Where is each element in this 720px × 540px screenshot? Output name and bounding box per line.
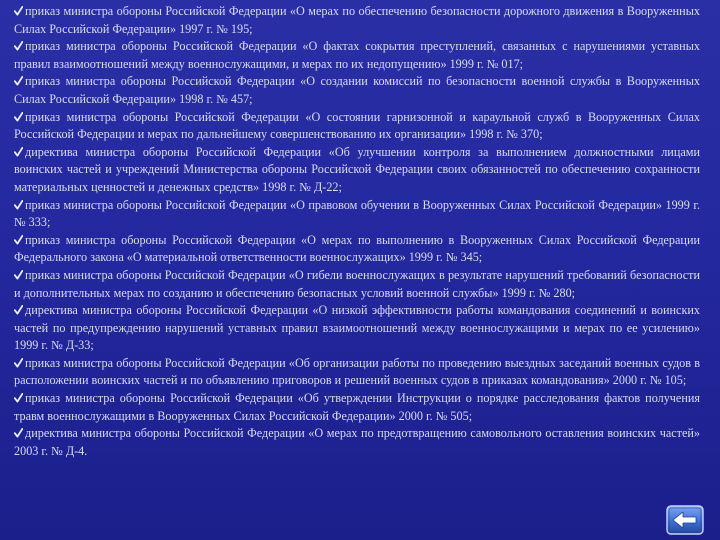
list-item: [14, 267, 700, 302]
list-item: [14, 197, 700, 232]
check-icon: [14, 200, 23, 210]
document-list: [14, 3, 700, 460]
list-item-text: приказ министра обороны Российской Федерации «О состоянии гарнизонной и караульной служб в Вооруженных Силах Российской Федерации и мерах по дальнейшему совершенствованию их организации» 1998 г. № 370;: [14, 109, 700, 142]
back-arrow-icon: [666, 505, 704, 535]
list-item-text: приказ министра обороны Российской Федерации «Об утверждении Инструкции о порядке расследования фактов получения травм военнослужащими в Вооруженных Силах Российской Федерации» 2000 г. № 505;: [14, 391, 700, 423]
check-icon: [14, 76, 23, 86]
list-item: [14, 3, 700, 38]
check-icon: [14, 358, 23, 368]
check-icon: [14, 235, 23, 245]
list-item: [14, 73, 700, 108]
check-icon: [14, 112, 23, 122]
list-item: [14, 109, 700, 144]
list-item-text: приказ министра обороны Российской Федерации «О фактах сокрытия преступлений, связанных с нарушениями уставных правил взаимоотношений между военнослужащими, и мерах по их недопущению» 1999 г. № 017;: [14, 39, 700, 71]
list-item-text: приказ министра обороны Российской Федерации «О правовом обучении в Вооруженных Силах Российской Федерации» 1999 г. № 333;: [14, 197, 700, 230]
check-icon: [14, 305, 23, 315]
check-icon: [14, 147, 23, 157]
list-item: [14, 38, 700, 73]
list-item: [14, 302, 700, 355]
check-icon: [14, 270, 23, 280]
list-item: [14, 390, 700, 425]
list-item-text: приказ министра обороны Российской Федерации «О мерах по выполнению в Вооруженных Силах Российской Федерации Федерального закона «О материальной ответственности военнослужащих» 1999 г. № 345;: [14, 232, 700, 265]
list-item: [14, 355, 700, 390]
check-icon: [14, 393, 23, 403]
list-item: [14, 232, 700, 267]
list-item-text: приказ министра обороны Российской Федерации «О гибели военнослужащих в результате нарушений требований безопасности и дополнительных мерах по созданию и обеспечению безопасных условий военной службы» 1999 г. № 280;: [14, 267, 700, 300]
back-button[interactable]: [666, 505, 704, 535]
list-item: [14, 425, 700, 460]
list-item-text: приказ министра обороны Российской Федерации «О мерах по обеспечению безопасности дорожного движения в Вооруженных Силах Российской Федерации» 1997 г. № 195;: [14, 4, 700, 36]
list-item-text: директива министра обороны Российской Федерации «О мерах по предотвращению самовольного оставления воинских частей» 2003 г. № Д-4.: [14, 426, 700, 458]
list-item-text: директива министра обороны Российской Федерации «О низкой эффективности работы командования соединений и воинских частей по предупреждению нарушений уставных правил взаимоотношений между военнослужащими и мерах по ее усилению» 1999 г. № Д-33;: [14, 303, 700, 353]
check-icon: [14, 428, 23, 438]
check-icon: [14, 6, 23, 16]
list-item-text: приказ министра обороны Российской Федерации «Об организации работы по проведению выездных заседаний военных судов в расположении воинских частей и по объявлению приговоров и решений военных судов в приказах командования» 2000 г. № 105;: [14, 355, 700, 388]
check-icon: [14, 41, 23, 51]
list-item: [14, 144, 700, 197]
list-item-text: директива министра обороны Российской Федерации «Об улучшении контроля за выполнением должностными лицами воинских частей и учреждений Министерства обороны Российской Федерации своих обязанностей по обеспечению сохранности материальных ценностей и денежных средств» 1998 г. № Д-22;: [14, 144, 700, 194]
list-item-text: приказ министра обороны Российской Федерации «О создании комиссий по безопасности военной службы в Вооруженных Силах Российской Федерации» 1998 г. № 457;: [14, 74, 700, 106]
